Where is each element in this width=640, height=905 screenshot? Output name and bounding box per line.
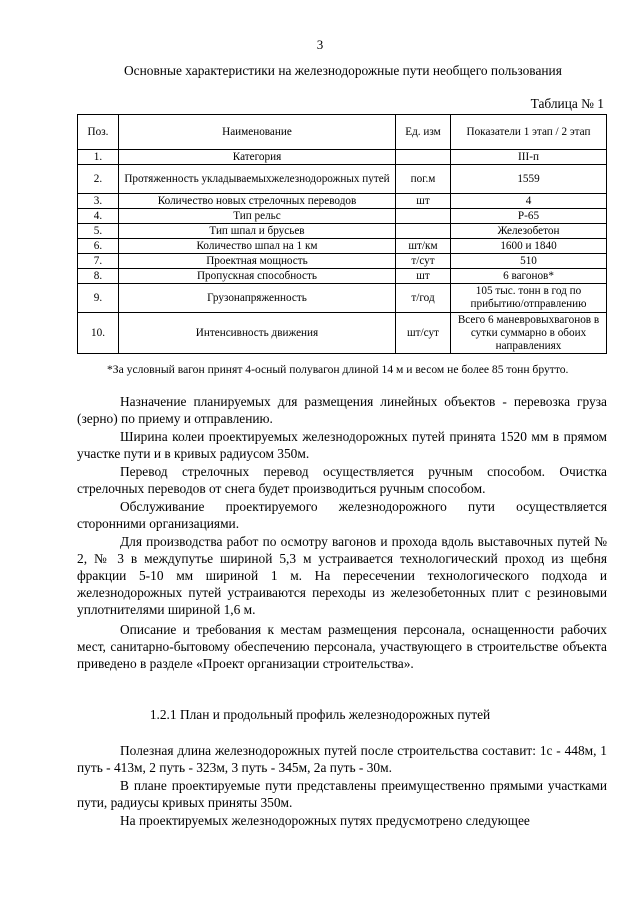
cell-unit: т/сут [396,254,451,269]
paragraph-plan: В плане проектируемые пути представлены преимущественно прямыми участками пути, радиусы кривых приняты 350м. [77,778,607,810]
cell-unit [396,150,451,165]
paragraph-maintenance: Обслуживание проектируемого железнодорожного пути осуществляется сторонними организациями. [77,499,607,531]
cell-unit: шт/сут [396,313,451,354]
table-row [78,194,607,209]
cell-name: Протяженность укладываемыхжелезнодорожных путей [119,165,396,194]
cell-value: 510 [451,254,607,269]
cell-value: III-п [451,150,607,165]
table-row [78,269,607,284]
cell-position: 5. [78,224,119,239]
cell-position: 8. [78,269,119,284]
header-unit: Ед. изм [396,115,451,150]
cell-position: 3. [78,194,119,209]
header-values: Показатели 1 этап / 2 этап [451,115,607,150]
cell-name: Тип рельс [119,209,396,224]
cell-unit: шт/км [396,239,451,254]
cell-value: Железобетон [451,224,607,239]
cell-position: 2. [78,165,119,194]
table-caption: Таблица № 1 [530,96,604,111]
paragraph-provisions: На проектируемых железнодорожных путях предусмотрено следующее [120,813,530,828]
table-row [78,284,607,313]
header-position: Поз. [78,115,119,150]
cell-unit: т/год [396,284,451,313]
paragraph-technological-passage: Для производства работ по осмотру вагонов и прохода вдоль выставочных путей № 2, № 3 в междупутье шириной 5,3 м устраивается технологический проход из щебня фракции 5-10 мм шириной 1 м. На пересечении технологического подхода и железнодорожных путей устраиваются переходы из железобетонных плит с резиновыми уплотнителями шириной 1,6 м. [77,534,607,617]
cell-position: 6. [78,239,119,254]
table-header-row [78,115,607,150]
cell-name: Количество новых стрелочных переводов [119,194,396,209]
cell-position: 10. [78,313,119,354]
cell-name: Количество шпал на 1 км [119,239,396,254]
table-row [78,209,607,224]
section-heading: 1.2.1 План и продольный профиль железнодорожных путей [149,707,491,722]
table-row [78,150,607,165]
table-row [78,313,607,354]
cell-unit [396,224,451,239]
table-row [78,254,607,269]
cell-name: Категория [119,150,396,165]
cell-value: 6 вагонов* [451,269,607,284]
table-row [78,165,607,194]
table-row [78,224,607,239]
cell-unit [396,209,451,224]
cell-name: Тип шпал и брусьев [119,224,396,239]
cell-position: 7. [78,254,119,269]
cell-name: Проектная мощность [119,254,396,269]
paragraph-gauge: Ширина колеи проектируемых железнодорожных путей принята 1520 мм в прямом участке пути и в кривых радиусом 350м. [77,429,607,461]
cell-position: 9. [78,284,119,313]
cell-unit: шт [396,194,451,209]
cell-value: 4 [451,194,607,209]
cell-unit: пог.м [396,165,451,194]
paragraph-purpose: Назначение планируемых для размещения линейных объектов - перевозка груза (зерно) по приему и отправлению. [77,394,607,426]
table-footnote: *За условный вагон принят 4-осный полувагон длиной 14 м и весом не более 85 тонн брутто. [107,363,569,376]
paragraph-personnel: Описание и требования к местам размещения персонала, оснащенности рабочих мест, санитарно-бытовому обеспечению персонала, участвующего в строительстве объекта приведено в разделе «Проект организации строительства». [77,622,607,671]
page-number: 3 [316,37,324,52]
paragraph-switches: Перевод стрелочных перевод осуществляется ручным способом. Очистка стрелочных переводов от снега будет производиться ручным способом. [77,464,607,496]
table-row [78,239,607,254]
cell-value: Всего 6 маневровыхвагонов в сутки суммарно в обоих направлениях [451,313,607,354]
cell-name: Пропускная способность [119,269,396,284]
cell-name: Грузонапряженность [119,284,396,313]
cell-unit: шт [396,269,451,284]
intro-text: Основные характеристики на железнодорожные пути необщего пользования [124,63,562,78]
cell-position: 4. [78,209,119,224]
cell-value: 1600 и 1840 [451,239,607,254]
cell-position: 1. [78,150,119,165]
cell-value: 105 тыс. тонн в год по прибытию/отправлению [451,284,607,313]
cell-value: 1559 [451,165,607,194]
cell-value: Р-65 [451,209,607,224]
header-name: Наименование [119,115,396,150]
characteristics-table [77,114,607,354]
cell-name: Интенсивность движения [119,313,396,354]
paragraph-useful-length: Полезная длина железнодорожных путей после строительства составит: 1с - 448м, 1 путь - 413м, 2 путь - 323м, 3 путь - 345м, 2а путь - 30м. [77,743,607,775]
